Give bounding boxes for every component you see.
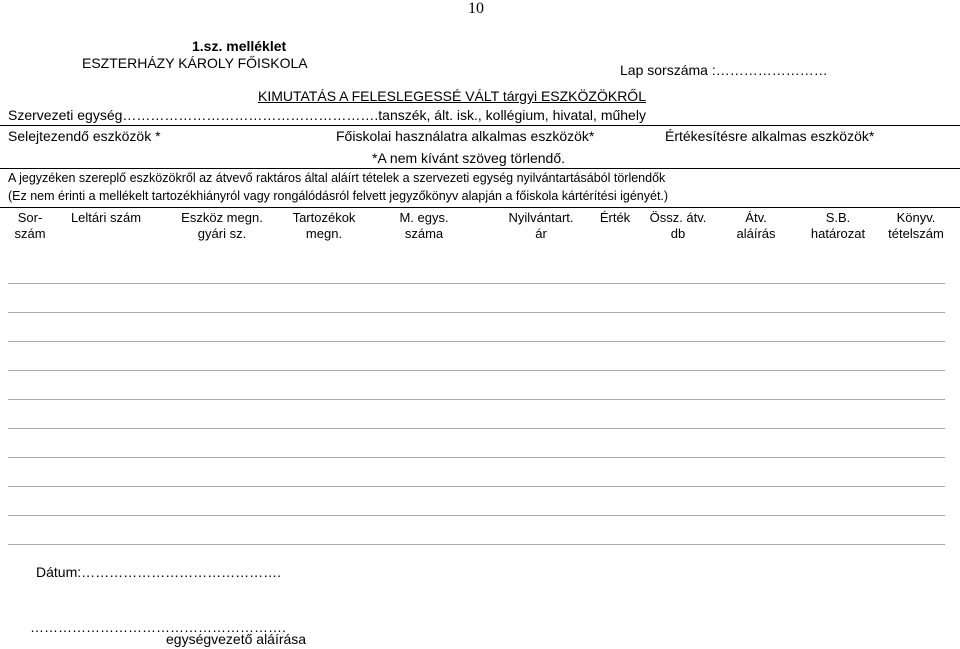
col-header-line1: Átv.: [745, 210, 767, 225]
col-header-line1: Nyilvántart.: [508, 210, 574, 225]
col-header-line1: Tartozékok: [292, 210, 356, 225]
category-internal-use: Főiskolai használatra alkalmas eszközök*: [336, 128, 595, 144]
col-header-decision: [804, 210, 872, 242]
col-header-line2: száma: [404, 226, 444, 241]
col-header-inventory-number: [58, 210, 154, 226]
col-header-line1: Sor-: [17, 210, 43, 225]
page-number: 10: [468, 0, 484, 17]
col-header-received-qty: [640, 210, 716, 242]
col-header-accessories: [278, 210, 370, 242]
col-header-line1: Össz. átv.: [649, 210, 707, 225]
table-row: [8, 515, 945, 516]
rule-above-notice: [0, 168, 960, 169]
table-row: [8, 341, 945, 342]
col-header-line1: Érték: [599, 210, 631, 225]
annex-title: 1.sz. melléklet: [192, 38, 287, 54]
org-unit-line: Szervezeti egység……………………………………………….tanszék, ált. isk., kollégium, hivatal, műhely: [8, 107, 646, 123]
table-row: [8, 312, 945, 313]
col-header-value: [590, 210, 640, 226]
col-header-line1: Könyv.: [896, 210, 936, 225]
col-header-unit-count: [384, 210, 464, 242]
col-header-line2: határozat: [810, 226, 866, 241]
document-title: KIMUTATÁS A FELESLEGESSÉ VÁLT tárgyi ESZKÖZÖKRŐL: [258, 88, 646, 104]
col-header-line2: aláírás: [736, 226, 776, 241]
delete-note: *A nem kívánt szöveg törlendő.: [372, 150, 565, 166]
category-for-sale: Értékesítésre alkalmas eszközök*: [665, 128, 875, 144]
table-row: [8, 486, 945, 487]
rule-above-categories: [0, 125, 960, 126]
col-header-line1: M. egys.: [399, 210, 449, 225]
col-header-line2: ár: [535, 226, 547, 241]
table-row: [8, 544, 945, 545]
signature-line: ……………………………………………….: [30, 619, 286, 635]
col-header-line1: S.B.: [825, 210, 851, 225]
col-header-line2: gyári sz.: [197, 226, 247, 241]
signature-label: egységvezető aláírása: [166, 631, 307, 647]
school-name: ESZTERHÁZY KÁROLY FŐISKOLA: [82, 55, 308, 71]
col-header-line1: Eszköz megn.: [181, 210, 263, 225]
col-header-line2: db: [670, 226, 686, 241]
col-header-book-price: [496, 210, 586, 242]
col-header-ledger-item: [880, 210, 952, 242]
col-header-line2: megn.: [305, 226, 343, 241]
sheet-number-label: Lap sorszáma :……………………: [620, 62, 828, 78]
col-header-receiver-signature: [726, 210, 786, 242]
table-row: [8, 428, 945, 429]
table-row: [8, 370, 945, 371]
category-scrap: Selejtezendő eszközök *: [8, 128, 161, 144]
col-header-line2: tételszám: [888, 226, 944, 241]
notice-line-1: A jegyzéken szereplő eszközökről az átvevő raktáros által aláírt tételek a szervezeti egység nyilvántartásából törlendők: [8, 171, 666, 185]
table-row: [8, 457, 945, 458]
col-header-row-number: [8, 210, 52, 242]
date-field[interactable]: Dátum:…………………………………….: [36, 564, 282, 580]
table-row: [8, 283, 945, 284]
rule-above-table-header: [0, 207, 960, 208]
col-header-asset-name: [168, 210, 276, 242]
col-header-line1: Leltári szám: [70, 210, 142, 225]
col-header-line2: szám: [14, 226, 46, 241]
notice-line-2: (Ez nem érinti a mellékelt tartozékhiányról vagy rongálódásról felvett jegyzőkönyv alapján a főiskola kártérítési igényét.): [8, 189, 669, 203]
table-row: [8, 399, 945, 400]
